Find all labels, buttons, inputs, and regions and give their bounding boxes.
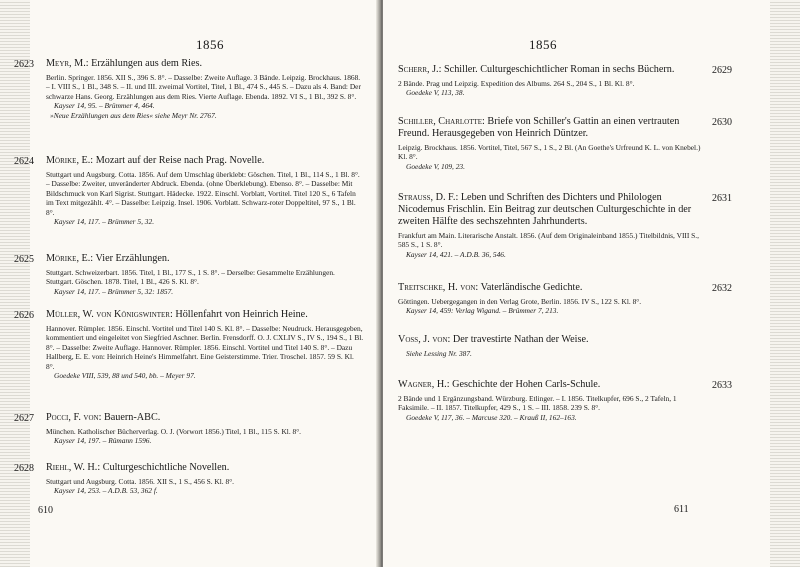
entry-2624: [14, 155, 364, 227]
entry-title: Briefe von Schiller's Gattin an einen vertrauten Freund. Herausgegeben von Heinrich Düntzer.: [398, 116, 680, 139]
entry-voss: [398, 334, 704, 358]
entry-body: Stuttgart und Augsburg. Cotta. 1856. Auf dem Umschlag überklebt: Göschen. Titel, 1 Bl., 114 S., 1 Bl. 8°. – Dasselbe: Zweiter, unveränderter Abdruck. Ebenda. (ohne Überklebung). Ebenso. 8°. – Dasselbe: Mit Bildschmuck von Karl Sigrist. Stuttgart. Hädecke. 1922. Einschl. Vorblatt, Vortitel. Titel 120 S., 6 Tafeln im Text mitgezählt. 4°. – Dasselbe: Leipzig. Insel. 1906. Vorblatt. Schwarz-roter Doppeltitel, 97 S., 1 Bl. 8°.: [46, 170, 360, 217]
entry-body: Berlin. Springer. 1856. XII S., 396 S. 8°. – Dasselbe: Zweite Auflage. 3 Bände. Leipzig. Brockhaus. 1868. – I. VIII S., 1 Bl., 348 S. – II. und III. zweimal Vortitel, Titel, 1 Bl., 474 S., 445 S. – Dazu als 4. Band: Der schwarze Hans. Georg. Erzählungen aus dem Ries. Vierte Auflage. Ebenda. 1892. VI S., 1 Bl., 392 S. 8°.: [46, 73, 361, 101]
entry-reference: Siehe Lessing Nr. 387.: [406, 349, 472, 358]
entry-number: 2623: [14, 59, 34, 70]
entry-number: 2632: [712, 283, 732, 294]
entry-2628: [14, 462, 364, 496]
entry-author: Pocci, F. von:: [46, 412, 102, 423]
entry-body: 2 Bände und 1 Ergänzungsband. Würzburg. Etlinger. – I. 1856. Titelkupfer, 696 S., 2 Tafeln, 1 Faksimile. – II. 1857. Titelkupfer, 429 S., 1 S. – III. 1858. 239 S. 8°.: [398, 394, 677, 413]
entry-reference: Goedeke V, 113, 38.: [406, 88, 465, 98]
entry-reference: Kayser 14, 95. – Brümmer 4, 464.: [54, 101, 155, 111]
entry-number: 2626: [14, 310, 34, 321]
entry-body: Frankfurt am Main. Literarische Anstalt. 1856. (Auf dem Originaleinband 1855.) Titelbildnis, VIII S., 585 S., 1 S. 8°.: [398, 231, 699, 250]
entry-2623: [14, 58, 364, 120]
entry-2633: [398, 379, 732, 422]
entry-reference: Kayser 14, 421. – A.D.B. 36, 546.: [406, 249, 506, 259]
entry-body: Leipzig. Brockhaus. 1856. Vortitel, Titel, 567 S., 1 S., 2 Bl. (An Goethe's Urfreund K. L. von Knebel.) Kl. 8°.: [398, 143, 701, 162]
entry-body: 2 Bände. Prag und Leipzig. Expedition des Albums. 264 S., 204 S., 1 Bl. Kl. 8°.: [398, 79, 635, 88]
entry-title: Schiller. Culturgeschichtlicher Roman in sechs Büchern.: [441, 64, 675, 75]
entry-number: 2630: [712, 117, 732, 128]
entry-2629: [398, 64, 732, 98]
page-year: 1856: [196, 37, 224, 52]
entry-title: Erzählungen aus dem Ries.: [88, 58, 203, 69]
page-number: 611: [674, 504, 689, 515]
page-edge-left: [0, 0, 30, 567]
page-number: 610: [38, 505, 53, 516]
page-edge-right: [770, 0, 800, 567]
entry-2631: [398, 192, 732, 259]
entry-2630: [398, 116, 732, 171]
entry-reference: Kayser 14, 459: Verlag Wigand. – Brümmer 7, 213.: [406, 306, 559, 316]
entry-author: Voss, J. von:: [398, 334, 451, 345]
right-page: [383, 0, 800, 567]
entry-note: »Neue Erzählungen aus dem Ries« siehe Meyr Nr. 2767.: [50, 110, 217, 120]
entry-title: Leben und Schriften des Dichters und Philologen Nicodemus Frischlin. Ein Beitrag zur deutschen Culturgeschichte in der zweiten Hälfte des sechszehnten Jahrhunderts.: [398, 192, 692, 227]
entry-author: Wagner, H.:: [398, 379, 450, 390]
entry-2626: [14, 309, 364, 381]
entry-title: Der travestirte Nathan der Weise.: [450, 334, 589, 345]
entry-2625: [14, 253, 364, 296]
entry-2627: [14, 412, 364, 446]
entry-reference: Kayser 14, 117. – Brümmer 5, 32.: [54, 217, 155, 227]
entry-number: 2631: [712, 193, 732, 204]
entry-reference: Goedeke VIII, 539, 88 und 540, bb. – Meyer 97.: [54, 371, 196, 381]
entry-number: 2625: [14, 254, 34, 265]
entry-author: Mörike, E.:: [46, 253, 94, 264]
entry-author: Meyr, M.:: [46, 58, 89, 69]
entry-author: Scherr, J.:: [398, 64, 442, 75]
entry-body: München. Katholischer Bücherverlag. O. J. (Vorwort 1856.) Titel, 1 Bl., 115 S. Kl. 8°.: [46, 427, 302, 436]
left-page: [0, 0, 381, 567]
entry-title: Bauern-ABC.: [101, 412, 161, 423]
entry-title: Mozart auf der Reise nach Prag. Novelle.: [93, 155, 265, 166]
entry-number: 2624: [14, 156, 34, 167]
entry-body: Stuttgart. Schweizerbart. 1856. Titel, 1 Bl., 177 S., 1 S. 8°. – Derselbe: Gesammelte Erzählungen. Stuttgart. Göschen. 1878. Titel, 1 Bl., 426 S. Kl. 8°.: [46, 268, 335, 287]
entry-body: Hannover. Rümpler. 1856. Einschl. Vortitel und Titel 140 S. Kl. 8°. – Dasselbe: Neudruck. Herausgegeben, kommentiert und eingeleitet von Siegfried Aschner. Berlin. Frensdorff. O. J. CXLIV S., IV S., 194 S., 1 Bl. 8°. – Dasselbe: Zweite Auflage. Hannover. Rümpler. 1856. Einschl. Vortitel und Titel 140 S. 8°. – Dazu Hallberg, E. E. von: Heinrich Heine's Himmelfahrt. Eine Geisterstimme. Trier. Troschel. 1857. 59 S. Kl. 8°.: [46, 324, 364, 371]
entry-number: 2628: [14, 463, 34, 474]
entry-reference: Kayser 14, 117. – Brümmer 5, 32: 1857.: [54, 286, 174, 296]
entry-number: 2627: [14, 413, 34, 424]
entry-author: Treitschke, H. von:: [398, 282, 479, 293]
entry-author: Müller, W. von Königswinter:: [46, 309, 173, 320]
entry-author: Strauss, D. F.:: [398, 192, 459, 203]
entry-title: Vier Erzählungen.: [93, 253, 170, 264]
entry-number: 2629: [712, 65, 732, 76]
entry-body: Stuttgart und Augsburg. Cotta. 1856. XII S., 1 S., 456 S. Kl. 8°.: [46, 477, 235, 486]
entry-number: 2633: [712, 380, 732, 391]
page-year: 1856: [529, 37, 557, 52]
entry-author: Schiller, Charlotte:: [398, 116, 485, 127]
entry-author: Mörike, E.:: [46, 155, 94, 166]
entry-body: Göttingen. Uebergegangen in den Verlag Grote, Berlin. 1856. IV S., 122 S. Kl. 8°.: [398, 297, 642, 306]
entry-title: Höllenfahrt von Heinrich Heine.: [172, 309, 308, 320]
entry-reference: Goedeke V, 117, 36. – Marcuse 320. – Krauß II, 162–163.: [406, 412, 577, 422]
entry-author: Riehl, W. H.:: [46, 462, 101, 473]
entry-reference: Kayser 14, 253. – A.D.B. 53, 362 f.: [54, 486, 158, 496]
entry-title: Vaterländische Gedichte.: [478, 282, 583, 293]
entry-title: Culturgeschichtliche Novellen.: [100, 462, 230, 473]
entry-title: Geschichte der Hohen Carls-Schule.: [449, 379, 601, 390]
entry-reference: Kayser 14, 197. – Rümann 1596.: [54, 436, 152, 446]
entry-2632: [398, 282, 732, 316]
entry-reference: Goedeke V, 109, 23.: [406, 161, 465, 171]
